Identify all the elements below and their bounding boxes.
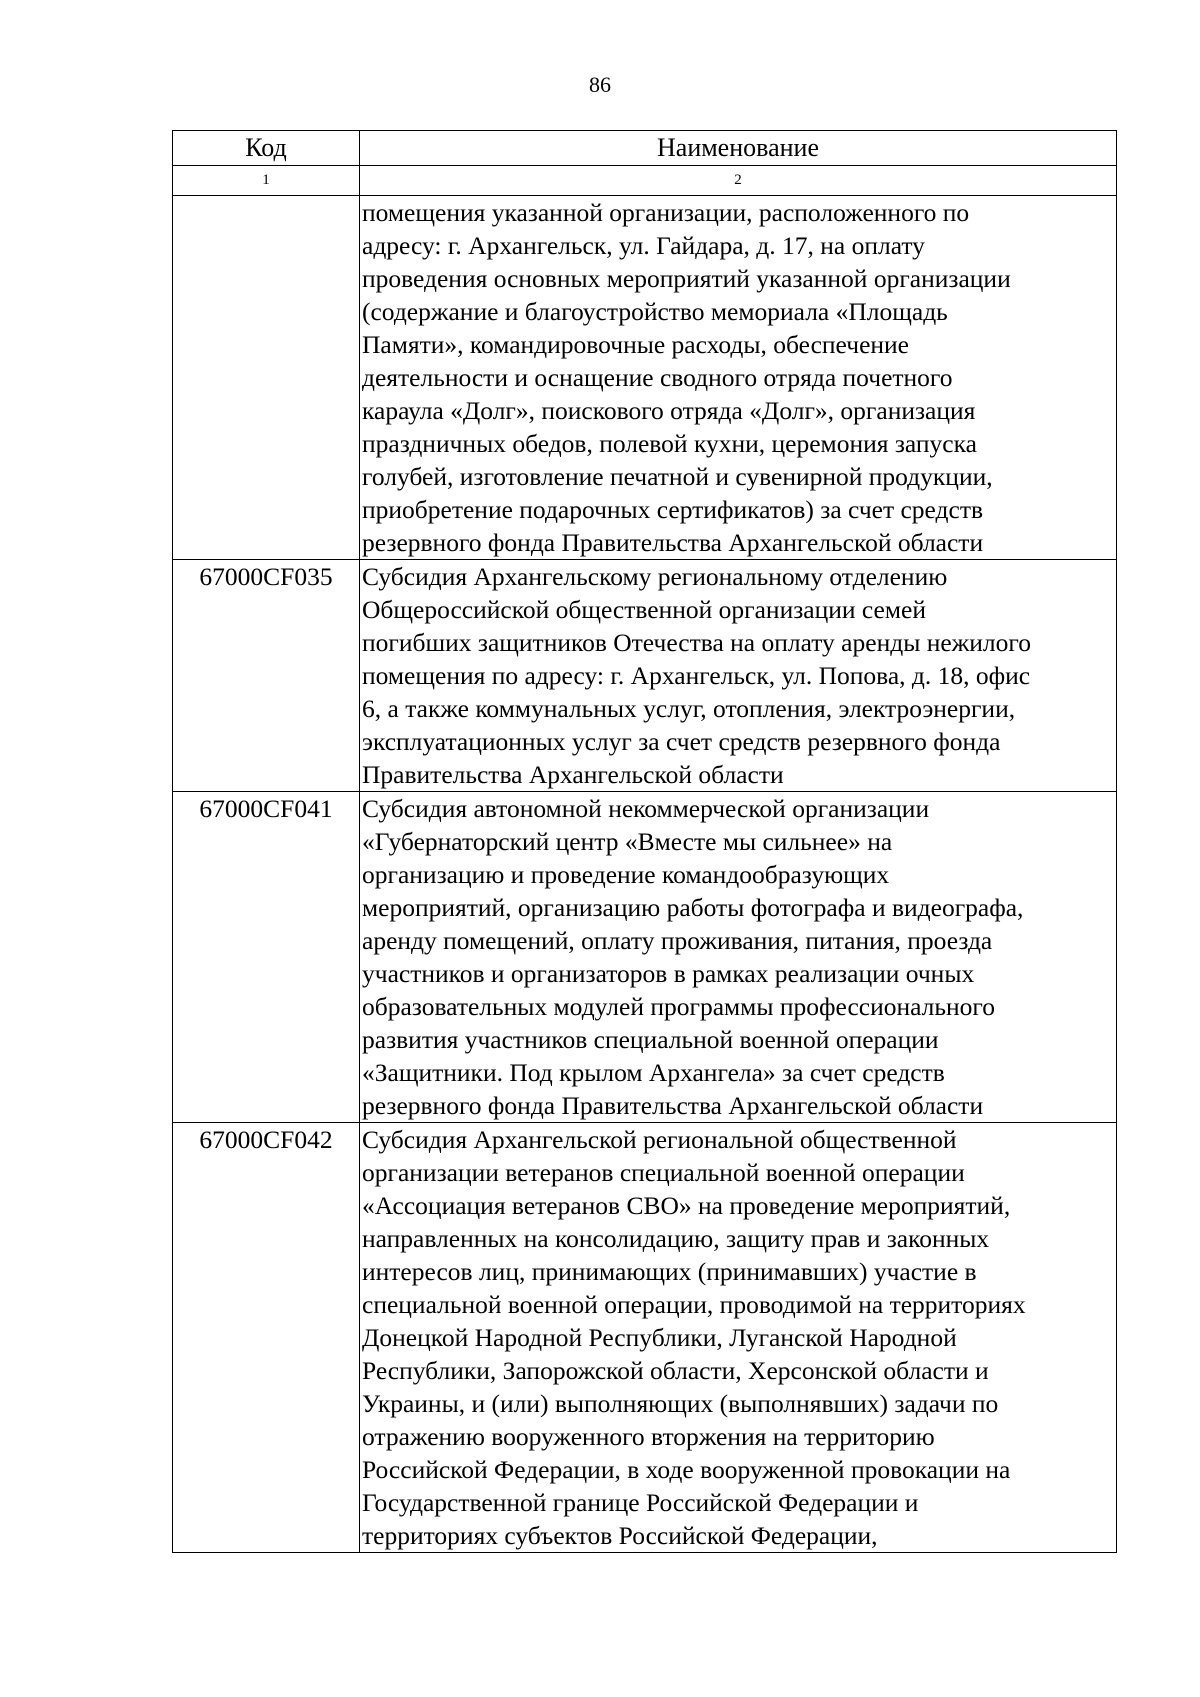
row-name-line: погибших защитников Отечества на оплату аренды нежилого [362,628,1031,657]
row-code [173,196,360,560]
row-code: 67000CF041 [173,792,360,1123]
row-name-line: Республики, Запорожской области, Херсонской области и [362,1356,989,1385]
budget-code-table [172,130,1117,1553]
row-code: 67000CF042 [173,1123,360,1553]
row-name-line: «Защитники. Под крылом Архангела» за счет средств [362,1058,945,1087]
row-name-line: «Губернаторский центр «Вместе мы сильнее» на [362,827,893,856]
row-name-line: Правительства Архангельской области [362,760,784,789]
row-name-line: участников и организаторов в рамках реализации очных [362,959,975,988]
row-name [360,196,1117,560]
row-name-line: Субсидия автономной некоммерческой организации [362,794,930,823]
table-row [173,196,1117,560]
header-name: Наименование [360,131,1117,166]
row-name-line: караула «Долг», поискового отряда «Долг», организация [362,396,976,425]
row-name-line: Донецкой Народной Республики, Луганской Народной [362,1323,957,1352]
column-number-code: 1 [173,166,360,196]
row-name-line: организацию и проведение командообразующих [362,860,890,889]
table-row [173,1123,1117,1553]
row-name-line: резервного фонда Правительства Архангельской области [362,1091,984,1120]
column-number-name: 2 [360,166,1117,196]
page-number: 86 [589,72,611,97]
row-name-line: мероприятий, организацию работы фотографа и видеографа, [362,893,1024,922]
row-name-line: территориях субъектов Российской Федерации, [362,1521,878,1550]
row-name-line: специальной военной операции, проводимой на территориях [362,1290,1026,1319]
row-name-line: Государственной границе Российской Федерации и [362,1488,919,1517]
row-name-line: образовательных модулей программы профессионального [362,992,995,1021]
row-name-line: Памяти», командировочные расходы, обеспечение [362,330,909,359]
row-name-line: Российской Федерации, в ходе вооруженной провокации на [362,1455,1011,1484]
row-name-line: Украины, и (или) выполняющих (выполнявших) задачи по [362,1389,999,1418]
row-name-line: (содержание и благоустройство мемориала «Площадь [362,297,948,326]
row-name [360,792,1117,1123]
row-name-line: приобретение подарочных сертификатов) за счет средств [362,495,984,524]
row-name-line: «Ассоциация ветеранов СВО» на проведение мероприятий, [362,1191,1011,1220]
row-name-line: развития участников специальной военной операции [362,1025,939,1054]
row-name-line: Субсидия Архангельской региональной общественной [362,1125,957,1154]
row-name [360,1123,1117,1553]
column-number-row [173,166,1117,196]
row-name-line: 6, а также коммунальных услуг, отопления, электроэнергии, [362,694,1016,723]
table-row [173,560,1117,792]
row-name [360,560,1117,792]
row-name-line: адресу: г. Архангельск, ул. Гайдара, д. 17, на оплату [362,231,925,260]
row-name-line: деятельности и оснащение сводного отряда почетного [362,363,953,392]
row-name-line: эксплуатационных услуг за счет средств резервного фонда [362,727,1001,756]
row-name-line: организации ветеранов специальной военной операции [362,1158,965,1187]
table-header-row [173,131,1117,166]
row-name-line: отражению вооруженного вторжения на территорию [362,1422,935,1451]
row-name-line: Общероссийской общественной организации семей [362,595,926,624]
header-code: Код [173,131,360,166]
row-name-line: аренду помещений, оплату проживания, питания, проезда [362,926,993,955]
row-name-line: резервного фонда Правительства Архангельской области [362,528,984,557]
row-name-line: помещения указанной организации, расположенного по [362,198,970,227]
row-name-line: направленных на консолидацию, защиту прав и законных [362,1224,990,1253]
row-name-line: голубей, изготовление печатной и сувенирной продукции, [362,462,993,491]
row-name-line: проведения основных мероприятий указанной организации [362,264,1011,293]
row-name-line: интересов лиц, принимающих (принимавших) участие в [362,1257,977,1286]
row-name-line: праздничных обедов, полевой кухни, церемония запуска [362,429,977,458]
row-name-line: Субсидия Архангельскому региональному отделению [362,562,948,591]
table-row [173,792,1117,1123]
row-name-line: помещения по адресу: г. Архангельск, ул. Попова, д. 18, офис [362,661,1031,690]
row-code: 67000CF035 [173,560,360,792]
